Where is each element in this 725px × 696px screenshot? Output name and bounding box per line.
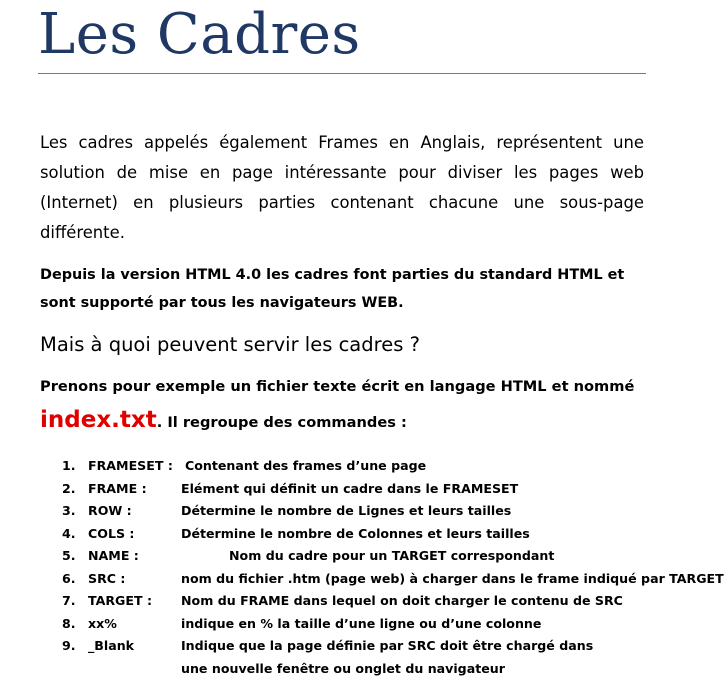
list-number: 5. [62,548,76,563]
list-number: 8. [62,615,76,631]
command-key: FRAME : [88,480,147,496]
command-key: FRAMESET : [88,458,173,473]
command-description: Nom du cadre pour un TARGET correspondant [229,548,555,563]
file-name: index.txt [40,407,157,433]
list-item [40,478,720,501]
list-number: 2. [62,480,76,496]
command-description: indique en % la taille d’une ligne ou d’une colonne [181,615,542,631]
list-number: 6. [62,570,76,586]
intro-paragraph: Les cadres appelés également Frames en Anglais, représentent une solution de mise en page intéressante pour diviser les pages web (Internet) en plusieurs parties contenant chacune une sous-page différente. [40,133,644,242]
command-key: xx% [88,615,117,631]
list-number: 7. [62,593,76,608]
file-suffix: . Il regroupe des commandes : [156,414,407,431]
command-description: Détermine le nombre de Colonnes et leurs tailles [181,525,530,541]
command-key: SRC : [88,570,126,586]
list-number: 1. [62,458,76,473]
section-question: Mais à quoi peuvent servir les cadres ? [40,333,420,356]
list-item [40,455,720,478]
file-line [40,402,407,441]
page-title: Les Cadres [38,2,361,67]
command-key: COLS : [88,525,135,541]
command-key: NAME : [88,548,139,563]
command-key: ROW : [88,503,132,518]
command-description: Détermine le nombre de Lignes et leurs tailles [181,503,512,518]
title-divider [38,73,646,74]
command-description: nom du fichier .htm (page web) à charger dans le frame indiqué par TARGET [181,570,724,586]
list-item [40,545,720,568]
list-number: 3. [62,503,76,518]
list-item [40,635,720,681]
command-description: Indique que la page définie par SRC doit être chargé dans une nouvelle fenêtre ou onglet du navigateur [181,638,594,676]
command-key: _Blank [88,638,135,653]
command-description: Contenant des frames d’une page [185,458,427,473]
list-item [40,568,724,591]
list-item [40,500,720,523]
example-intro: Prenons pour exemple un fichier texte écrit en langage HTML et nommé [40,378,635,395]
command-key: TARGET : [88,593,153,608]
list-number: 4. [62,525,76,541]
list-number: 9. [62,638,76,653]
list-item [40,590,720,613]
list-item [40,613,720,636]
command-list [40,455,724,681]
list-item [40,523,720,546]
version-note: Depuis la version HTML 4.0 les cadres font parties du standard HTML et sont supporté par tous les navigateurs WEB. [40,267,625,311]
command-description: Elément qui définit un cadre dans le FRAMESET [181,480,519,496]
command-description: Nom du FRAME dans lequel on doit charger le contenu de SRC [181,593,623,608]
